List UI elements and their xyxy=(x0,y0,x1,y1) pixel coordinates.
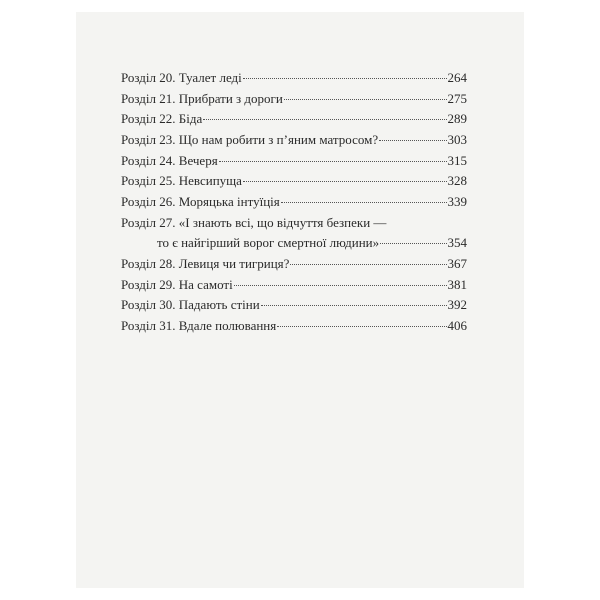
toc-entry-title: Розділ 30. Падають стіни xyxy=(121,297,260,313)
toc-page-number: 406 xyxy=(447,317,467,333)
toc-entry-title: Розділ 22. Біда xyxy=(121,111,203,127)
toc-entry xyxy=(121,254,467,275)
toc-dot-leader xyxy=(234,285,447,286)
toc-dot-leader xyxy=(290,264,446,265)
table-of-contents xyxy=(121,68,467,337)
toc-page-number: 339 xyxy=(447,194,467,210)
toc-dot-leader xyxy=(284,99,447,100)
toc-page-number: 367 xyxy=(447,255,467,271)
book-page xyxy=(76,12,524,588)
toc-page-number: 275 xyxy=(447,90,467,106)
toc-page-number: 354 xyxy=(447,235,467,251)
toc-entry-title: Розділ 28. Левиця чи тигриця? xyxy=(121,255,290,271)
toc-dot-leader xyxy=(261,305,447,306)
toc-entry-title: Розділ 20. Туалет леді xyxy=(121,70,242,85)
toc-page-number: 392 xyxy=(447,297,467,313)
toc-dot-leader xyxy=(243,181,447,182)
toc-entry xyxy=(121,295,467,316)
toc-dot-leader xyxy=(277,326,446,327)
toc-dot-leader xyxy=(243,78,447,79)
toc-entry xyxy=(121,89,467,110)
toc-entry-title: Розділ 25. Невсипуща xyxy=(121,173,242,189)
toc-entry xyxy=(121,316,467,337)
toc-entry xyxy=(121,171,467,192)
toc-page-number: 289 xyxy=(447,111,467,127)
toc-entry-title: Розділ 31. Вдале полювання xyxy=(121,317,277,333)
toc-page-number: 328 xyxy=(447,173,467,189)
toc-entry xyxy=(121,192,467,213)
toc-dot-leader xyxy=(203,119,446,120)
toc-page-number: 264 xyxy=(447,70,467,85)
toc-entry xyxy=(121,275,467,296)
toc-dot-leader xyxy=(281,202,447,203)
toc-entry-title: Розділ 27. «І знають всі, що відчуття безпеки — xyxy=(121,214,387,230)
toc-entry xyxy=(121,151,467,172)
toc-entry-continuation xyxy=(121,233,467,254)
toc-entry-title: Розділ 26. Моряцька інтуїція xyxy=(121,194,280,210)
toc-entry xyxy=(121,68,467,89)
toc-entry xyxy=(121,109,467,130)
toc-page-number: 315 xyxy=(447,152,467,168)
toc-entry-title: Розділ 23. Що нам робити з п’яним матросом? xyxy=(121,132,379,148)
toc-entry-title: Розділ 29. На самоті xyxy=(121,276,233,292)
toc-page-number: 303 xyxy=(447,132,467,148)
toc-entry-title: Розділ 21. Прибрати з дороги xyxy=(121,90,283,106)
toc-entry xyxy=(121,130,467,151)
toc-entry-title: Розділ 24. Вечеря xyxy=(121,152,218,168)
toc-page-number: 381 xyxy=(447,276,467,292)
toc-entry-title-cont: то є найгірший ворог смертної людини» xyxy=(157,235,380,251)
toc-dot-leader xyxy=(219,161,447,162)
toc-dot-leader xyxy=(380,243,446,244)
toc-entry xyxy=(121,213,467,254)
toc-dot-leader xyxy=(379,140,446,141)
